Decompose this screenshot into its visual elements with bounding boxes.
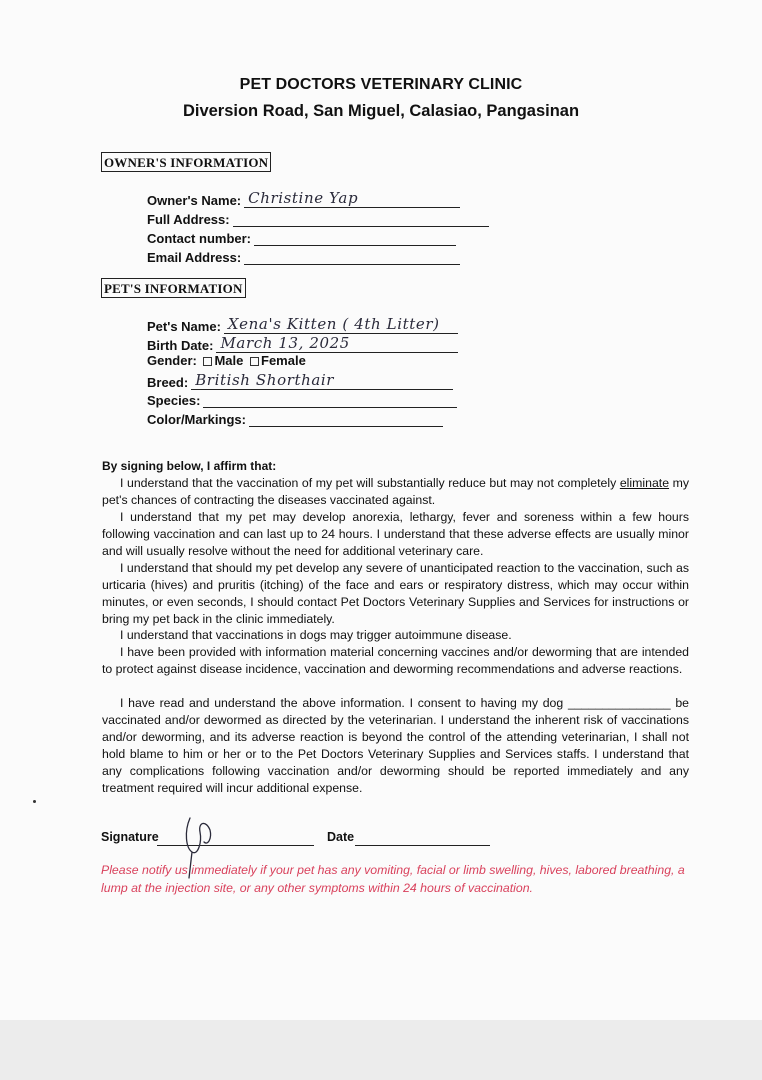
male-label: Male bbox=[214, 353, 244, 368]
affirmation-paragraph-5: I have been provided with information material concerning vaccines and/or deworming that are intended to protect against disease incidence, vaccination and deworming recommendations and adverse reactions. bbox=[102, 645, 689, 676]
email-label: Email Address: bbox=[147, 250, 242, 265]
pet-name-field[interactable] bbox=[147, 314, 458, 334]
email-line[interactable] bbox=[244, 246, 460, 265]
owner-name-field[interactable] bbox=[147, 188, 460, 208]
affirmation-paragraph-2: I understand that my pet may develop anorexia, lethargy, fever and soreness within a few hours following vaccination and can last up to 24 hours. I understand that these adverse effects are usually minor and will usually resolve without the need for additional veterinary care. bbox=[102, 510, 689, 558]
male-checkbox[interactable] bbox=[203, 357, 212, 366]
birth-date-value: March 13, 2025 bbox=[220, 334, 350, 352]
notice-text: Please notify us immediately if your pet has any vomiting, facial or limb swelling, hives, labored breathing, a lump at the injection site, or any other symptoms within 24 hours of vaccination. bbox=[101, 863, 685, 895]
color-markings-field[interactable] bbox=[147, 407, 443, 427]
female-label: Female bbox=[261, 353, 306, 368]
gender-field bbox=[147, 353, 306, 368]
species-line[interactable] bbox=[203, 389, 457, 408]
pet-section-title: PET'S INFORMATION bbox=[101, 278, 246, 298]
contact-number-field[interactable] bbox=[147, 226, 456, 246]
species-field[interactable] bbox=[147, 388, 457, 408]
pet-name-label: Pet's Name: bbox=[147, 319, 221, 334]
affirmation-paragraph-6: I have read and understand the above information. I consent to having my dog _______________ be vaccinated and/or dewormed as directed by the veterinarian. I understand the inherent risk of vaccinations and/or deworming, and its adverse reaction is beyond the control of the attending veterinarian, I shall not hold blame to him or her or to the Pet Doctors Veterinary Supplies and Services staffs. I understand that any complications following vaccination and/or deworming should be reported immediately and any treatment required will incur additional expense. bbox=[102, 696, 689, 795]
scan-dot bbox=[33, 800, 36, 803]
owner-section-title: OWNER'S INFORMATION bbox=[101, 152, 271, 172]
contact-number-line[interactable] bbox=[254, 227, 456, 246]
pet-name-value: Xena's Kitten ( 4th Litter) bbox=[227, 315, 440, 333]
owner-name-value: Christine Yap bbox=[248, 189, 359, 207]
full-address-line[interactable] bbox=[233, 208, 489, 227]
breed-value: British Shorthair bbox=[195, 371, 335, 389]
birth-date-label: Birth Date: bbox=[147, 338, 214, 353]
scan-background bbox=[0, 1020, 762, 1080]
breed-label: Breed: bbox=[147, 375, 189, 390]
p1-text-start: I understand that the vaccination of my pet will substantially reduce but may not completely bbox=[120, 476, 620, 490]
female-checkbox[interactable] bbox=[250, 357, 259, 366]
date-label: Date bbox=[327, 830, 355, 844]
species-label: Species: bbox=[147, 393, 201, 408]
color-markings-label: Color/Markings: bbox=[147, 412, 246, 427]
clinic-name: PET DOCTORS VETERINARY CLINIC bbox=[239, 76, 523, 93]
date-line[interactable] bbox=[355, 845, 490, 846]
email-field[interactable] bbox=[147, 245, 460, 265]
breed-field[interactable] bbox=[147, 370, 453, 390]
contact-number-label: Contact number: bbox=[147, 231, 251, 246]
full-address-label: Full Address: bbox=[147, 212, 230, 227]
clinic-address: Diversion Road, San Miguel, Calasiao, Pangasinan bbox=[182, 102, 580, 120]
affirmation-title: By signing below, I affirm that: bbox=[102, 459, 277, 473]
affirmation-paragraph-3: I understand that should my pet develop any severe of unanticipated reaction to the vaccination, such as urticaria (hives) and pruritis (itching) of the face and ears or respiratory distress, which may occur within minutes, or even seconds, I should contact Pet Doctors Veterinary Supplies and Services for instructions or bring my pet back in the clinic immediately. bbox=[102, 561, 689, 626]
affirmation-paragraph-4: I understand that vaccinations in dogs may trigger autoimmune disease. bbox=[120, 628, 512, 642]
owner-name-line[interactable] bbox=[244, 189, 460, 208]
birth-date-field[interactable] bbox=[147, 333, 458, 353]
full-address-field[interactable] bbox=[147, 207, 489, 227]
gender-label: Gender: bbox=[147, 353, 197, 368]
birth-date-line[interactable] bbox=[216, 334, 458, 353]
affirmation-paragraph-1 bbox=[102, 475, 689, 509]
pet-name-line[interactable] bbox=[224, 315, 458, 334]
p1-underlined-word: eliminate bbox=[619, 476, 670, 490]
signature-label: Signature bbox=[101, 830, 159, 844]
color-markings-line[interactable] bbox=[249, 408, 443, 427]
p1-text-end: my pet's chances of contracting the diseases vaccinated against. bbox=[102, 476, 690, 507]
owner-name-label: Owner's Name: bbox=[147, 193, 242, 208]
